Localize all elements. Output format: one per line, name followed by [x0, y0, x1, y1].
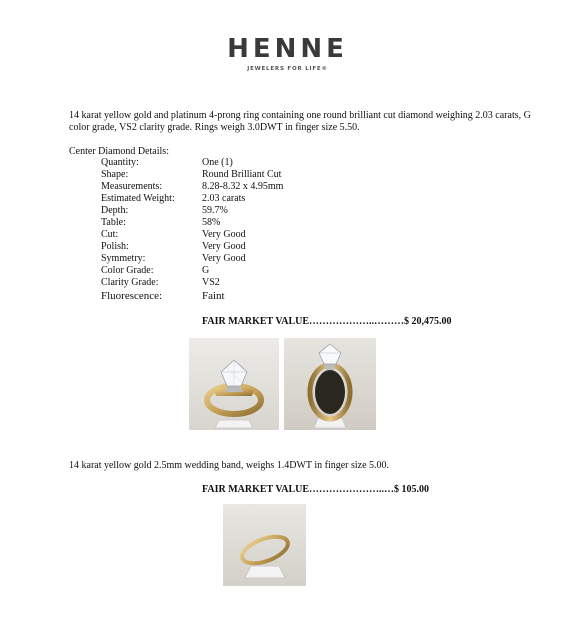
detail-label: Depth: [101, 205, 129, 216]
detail-value: 59.7% [202, 205, 228, 216]
detail-value: VS2 [202, 277, 220, 288]
details-heading: Center Diamond Details: [69, 146, 169, 157]
detail-row-measurements [101, 181, 283, 193]
ring-front-photo [284, 338, 376, 430]
detail-row-clarity [101, 277, 283, 289]
detail-value: Round Brilliant Cut [202, 169, 282, 180]
detail-row-polish [101, 241, 283, 253]
detail-value: One (1) [202, 157, 233, 168]
brand-logo [0, 36, 575, 72]
detail-value: Very Good [202, 241, 246, 252]
item1-fair-market-value: FAIR MARKET VALUE………………..………$ 20,475.00 [202, 316, 452, 327]
detail-value: 8.28-8.32 x 4.95mm [202, 181, 284, 192]
detail-label: Estimated Weight: [101, 193, 175, 204]
detail-label: Cut: [101, 229, 119, 240]
detail-value: Very Good [202, 229, 246, 240]
item2-description: 14 karat yellow gold 2.5mm wedding band, weighs 1.4DWT in finger size 5.00. [69, 460, 390, 471]
detail-row-table [101, 217, 283, 229]
detail-label: Shape: [101, 169, 129, 180]
detail-row-color [101, 265, 283, 277]
brand-name: HENNE [227, 34, 348, 64]
detail-row-cut [101, 229, 283, 241]
detail-value: G [202, 265, 210, 276]
item2-fair-market-value: FAIR MARKET VALUE…………………..…$ 105.00 [202, 484, 430, 495]
wedding-band-photo [223, 504, 306, 586]
detail-label: Fluorescence: [101, 290, 163, 302]
item1-description: 14 karat yellow gold and platinum 4-prong ring containing one round brilliant cut diamond weighing 2.03 carats, G color grade, VS2 clarity grade. Rings weigh 3.0DWT in finger size 5.50. [69, 110, 531, 133]
detail-label: Measurements: [101, 181, 163, 192]
detail-value: Very Good [202, 253, 246, 264]
detail-row-fluorescence [101, 289, 283, 303]
detail-label: Quantity: [101, 157, 139, 168]
detail-row-quantity [101, 157, 283, 169]
detail-value: 58% [202, 217, 221, 228]
ring-side-photo [189, 338, 279, 430]
detail-value: 2.03 carats [202, 193, 246, 204]
detail-label: Polish: [101, 241, 129, 252]
detail-row-shape [101, 169, 283, 181]
brand-tagline: JEWELERS FOR LIFE® [247, 66, 328, 72]
diamond-details-list [101, 157, 283, 303]
detail-label: Clarity Grade: [101, 277, 159, 288]
detail-row-symmetry [101, 253, 283, 265]
detail-value: Faint [202, 290, 225, 302]
detail-row-depth [101, 205, 283, 217]
detail-row-weight [101, 193, 283, 205]
detail-label: Symmetry: [101, 253, 146, 264]
detail-label: Table: [101, 217, 126, 228]
detail-label: Color Grade: [101, 265, 154, 276]
